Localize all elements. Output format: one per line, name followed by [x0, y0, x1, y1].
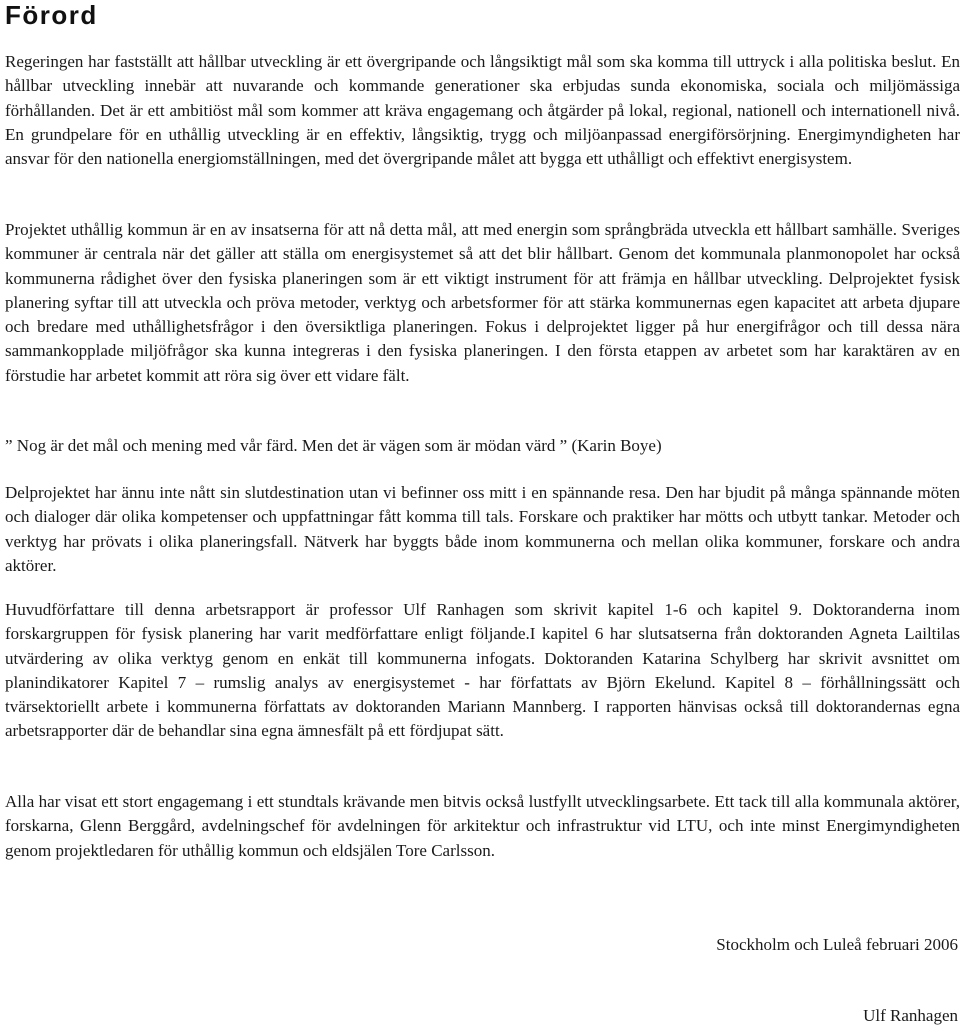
paragraph-project: Projektet uthållig kommun är en av insatserna för att nå detta mål, att med energin som språngbräda utveckla ett hållbart samhälle. Sveriges kommuner är centrala när det gäller att ställa om energisystemet så att det blir hållbart. Genom det kommunala planmonopolet har också kommunerna rådighet över den fysiska planeringen som är ett viktigt instrument för att främja en hållbar utveckling. Delprojektet fysisk planering syftar till att utveckla och pröva metoder, verktyg och arbetsformer för att stärka kommunernas egen kapacitet att arbeta djupare och bredare med uthållighetsfrågor i den översiktliga planeringen. Fokus i delprojektet ligger på hur energifrågor och till dessa nära sammankopplade miljöfrågor ska kunna integreras i den fysiska planeringen. I den första etappen av arbetet som har karaktären av en förstudie har arbetet kommit att röra sig över ett vidare fält. [5, 220, 960, 385]
quote-karin-boye: ” Nog är det mål och mening med vår färd. Men det är vägen som är mödan värd ” (Karin Boye) [5, 436, 662, 455]
page-title: Förord [5, 0, 98, 30]
document-page [5, 0, 960, 1025]
place-and-date: Stockholm och Luleå februari 2006 [716, 935, 958, 954]
paragraph-intro: Regeringen har fastställt att hållbar utveckling är ett övergripande och långsiktigt mål som ska komma till uttryck i alla politiska beslut. En hållbar utveckling innebär att nuvarande och kommande generationer ska erbjudas sunda ekonomiska, sociala och miljömässiga förhållanden. Det är ett ambitiöst mål som kommer att kräva engagemang och åtgärder på lokal, regional, nationell och internationell nivå. En grundpelare för en uthållig utveckling är en effektiv, långsiktig, trygg och miljöanpassad energiförsörjning. Energimyndigheten har ansvar för den nationella energiomställningen, med det övergripande målet att bygga ett uthålligt och effektivt energisystem. [5, 52, 960, 169]
paragraph-journey: Delprojektet har ännu inte nått sin slutdestination utan vi befinner oss mitt i en spännande resa. Den har bjudit på många spännande möten och dialoger där olika kompetenser och uppfattningar fått komma till tals. Forskare och praktiker har mötts och utbytt tankar. Metoder och verktyg har prövats i olika planeringsfall. Nätverk har byggts både inom kommunerna och mellan olika kommuner, forskare och andra aktörer. [5, 483, 960, 575]
paragraph-thanks: Alla har visat ett stort engagemang i ett stundtals krävande men bitvis också lustfyllt utvecklingsarbete. Ett tack till alla kommunala aktörer, forskarna, Glenn Berggård, avdelningschef för avdelningen för arkitektur och infrastruktur vid LTU, och inte minst Energimyndigheten genom projektledaren för uthållig kommun och eldsjälen Tore Carlsson. [5, 792, 960, 860]
paragraph-authors: Huvudförfattare till denna arbetsrapport är professor Ulf Ranhagen som skrivit kapitel 1-6 och kapitel 9. Doktoranderna inom forskargruppen för fysisk planering har varit medförfattare enligt följande.I kapitel 6 har slutsatserna från doktoranden Agneta Lailtilas utvärdering av olika verktyg genom en enkät till kommunerna infogats. Doktoranden Katarina Schylberg har skrivit avsnittet om planindikatorer Kapitel 7 – rumslig analys av energisystemet - har författats av Björn Ekelund. Kapitel 8 – förhållningssätt och tvärsektoriellt arbete i kommunerna författats av doktoranden Mariann Mannberg. I rapporten hänvisas också till doktorandernas egna arbetsrapporter där de behandlar sina egna ämnesfält på ett fördjupat sätt. [5, 600, 960, 741]
signature-name: Ulf Ranhagen [863, 1006, 958, 1025]
